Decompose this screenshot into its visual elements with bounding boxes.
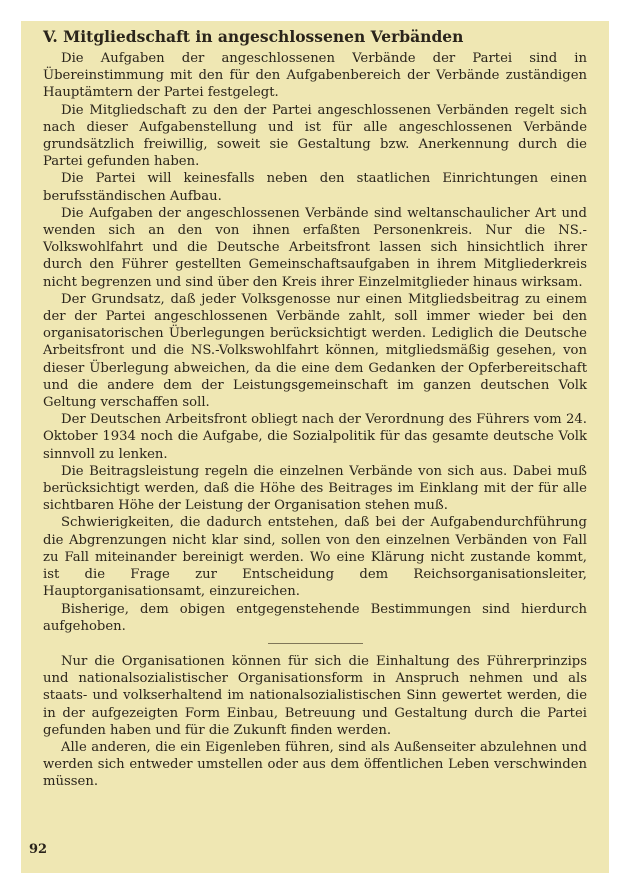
paragraph-3: Die Partei will keinesfalls neben den staatlichen Einrichtungen einen berufsständischen Aufbau. — [43, 171, 587, 204]
section-divider — [268, 643, 363, 644]
bottom-section — [43, 653, 587, 791]
top-section — [43, 50, 587, 635]
paragraph-5: Der Grundsatz, daß jeder Volksgenosse nur einen Mitgliedsbeitrag zu einem der der Partei angeschlossenen Verbände zahlt, soll immer wieder bei den organisatorischen Überlegungen berücksichtigt werden. Lediglich die Deutsche Arbeitsfront und die NS.-Volkswohlfahrt können, mitgliedsmäßig gesehen, von dieser Überlegung abweichen, da die eine dem Gedanken der Opferbereitschaft und die andere dem der Leistungsgemeinschaft im ganzen deutschen Volk Geltung verschaffen soll. — [43, 291, 587, 411]
paragraph-6: Der Deutschen Arbeitsfront obliegt nach der Verordnung des Führers vom 24. Oktober 1934 noch die Aufgabe, die Sozialpolitik für das gesamte deutsche Volk sinnvoll zu lenken. — [43, 412, 587, 462]
paragraph-1: Die Aufgaben der angeschlossenen Verbände der Partei sind in Übereinstimmung mit den für den Aufgabenbereich der Verbände zuständigen Hauptämtern der Partei festgelegt. — [43, 51, 587, 101]
paragraph-4: Die Aufgaben der angeschlossenen Verbände sind weltanschaulicher Art und wenden sich an den von ihnen erfaßten Personenkreis. Nur die NS.-Volkswohlfahrt und die Deutsche Arbeitsfront lassen sich hinsichtlich ihrer durch den Führer gestellten Gemeinschaftsaufgaben in ihrem Mitgliederkreis nicht begrenzen und sind über den Kreis ihrer Einzelmitglieder hinaus wirksam. — [43, 205, 587, 290]
paragraph-9: Bisherige, dem obigen entgegenstehende Bestimmungen sind hierdurch aufgehoben. — [43, 601, 587, 634]
paragraph-11: Alle anderen, die ein Eigenleben führen, sind als Außenseiter abzulehnen und werden sich entweder umstellen oder aus dem öffentlichen Leben verschwinden müssen. — [43, 739, 587, 790]
paragraph-10: Nur die Organisationen können für sich die Einhaltung des Führerprinzips und nationalsozialistischer Organisationsform in Anspruch nehmen und als staats- und volkserhaltend im nationalsozialistischen Sinn gewertet werden, die in der aufgezeigten Form Einbau, Betreuung und Gestaltung durch die Partei gefunden haben und für die Zukunft finden werden. — [43, 653, 587, 738]
paragraph-7: Die Beitragsleistung regeln die einzelnen Verbände von sich aus. Dabei muß berücksichtigt werden, daß die Höhe des Beitrages im Einklang mit der für alle sichtbaren Höhe der Leistung der Organisation stehen muß. — [43, 463, 587, 514]
section-heading: V. Mitgliedschaft in angeschlossenen Verbänden — [43, 27, 464, 46]
paragraph-2: Die Mitgliedschaft zu den der Partei angeschlossenen Verbänden regelt sich nach dieser Aufgabenstellung und ist für alle angeschlossenen Verbände grundsätzlich freiwillig, soweit sie Gestaltung bzw. Anerkennung durch die Partei gefunden haben. — [43, 102, 587, 170]
document-page — [21, 21, 609, 873]
page-number: 92 — [29, 842, 48, 857]
paragraph-8: Schwierigkeiten, die dadurch entstehen, daß bei der Aufgabendurchführung die Abgrenzungen nicht klar sind, sollen von den einzelnen Verbänden von Fall zu Fall miteinander bereinigt werden. Wo eine Klärung nicht zustande kommt, ist die Frage zur Entscheidung dem Reichsorganisationsleiter, Hauptorganisationsamt, einzureichen. — [43, 515, 587, 600]
